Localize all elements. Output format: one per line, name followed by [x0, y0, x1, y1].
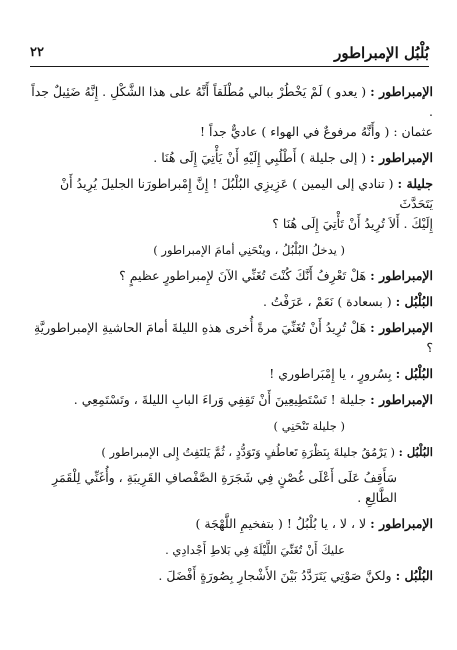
line-text: ( بسعادة ) نَعَمْ ، عَرَفْتُ . [262, 294, 392, 309]
text-line [30, 468, 397, 508]
line-text: ( جليلة تَنْحَنِي ) [273, 419, 345, 433]
text-line [30, 148, 433, 168]
stage-direction [30, 416, 433, 436]
line-text: لا ، لا ، يا بُلْبُلُ ! ( بتفخيمِ اللَّهْجَة ) [195, 516, 367, 531]
line-text: إِلَيْكَ . أَلاَ تُرِيدُ أَنْ تَأْتِيَ إِلَى هُنَا ؟ [272, 216, 433, 231]
line-text: ( يدخلُ البُلْبُلُ ، وينْحَنِي أمامَ الإمبراطور ) [153, 243, 345, 257]
dialogue-paragraph [30, 266, 433, 286]
stage-direction [30, 540, 433, 560]
text-line [30, 416, 345, 436]
text-line [30, 292, 433, 312]
page-number: ٢٢ [30, 45, 44, 60]
text-line [30, 214, 433, 234]
dialogue-paragraph [30, 82, 433, 142]
speaker-name: البُلْبُل : [395, 366, 433, 381]
dialogue-paragraph [30, 318, 433, 358]
dialogue-paragraph [30, 364, 433, 384]
speaker-name: البُلْبُل : [398, 445, 433, 459]
running-title: بُلْبُل الإمبراطور [334, 44, 429, 62]
speaker-name: الإمبراطور : [370, 516, 433, 531]
dialogue-paragraph [30, 468, 433, 508]
line-text: ( إلى جليلة ) أَطْلُبِي إِلَيْهِ أَنْ يَأْتِيَ إِلَى هُنَا . [153, 150, 367, 165]
text-line [30, 266, 433, 286]
speaker-name: البُلْبُل : [395, 294, 433, 309]
text-line [30, 390, 433, 410]
page-header [30, 40, 429, 66]
speaker-name: جليلة : [397, 176, 433, 191]
line-text: عليكَ أَنْ تُغَنِّيَ اللَّيْلَةَ فِي بَلاطِ أَجْدادِي . [165, 543, 345, 557]
line-text: جليلة ! تَسْتَطِيعِينَ أَنْ تَقِفِي وَراءَ البابِ الليلةَ ، وتَسْتَمِعِي . [73, 392, 367, 407]
text-line [30, 318, 433, 358]
line-text: هَلْ تَعْرِفُ أَنَّكَ كُنْتَ تُغَنِّي الآنَ لإِمبراطورٍ عظيمٍ ؟ [119, 268, 367, 283]
dialogue-paragraph [30, 442, 433, 462]
speaker-name: الإمبراطور : [370, 392, 433, 407]
dialogue-paragraph [30, 292, 433, 312]
line-text: بِسُرورٍ ، يا إِمْبَراطوري ! [269, 366, 392, 381]
text-line [30, 514, 433, 534]
line-text: سَأَقِفُ عَلَى أَعْلَى غُصْنٍ فِي شَجَرَةِ الصَّفْصافِ القَرِيبَةِ ، وأُغَنِّي لِلْقَمَرِ الطَّالِعِ . [52, 470, 397, 505]
speaker-name: البُلْبُل : [395, 568, 433, 583]
line-text: ولكنَّ صَوْتِي يَتَرَدَّدُ بَيْنَ الأَشْجارِ بِصُورَةٍ أَفْضَلَ . [158, 568, 392, 583]
speaker-name: الإمبراطور : [370, 268, 433, 283]
text-line [30, 364, 433, 384]
text-line [30, 540, 345, 560]
dialogue-paragraph [30, 566, 433, 586]
text-line [30, 442, 433, 462]
speaker-name: الإمبراطور : [370, 320, 433, 335]
line-text: ( تنادي إلى اليمين ) عَزِيزِي البُلْبُلَ ! إِنَّ إِمْبراطورَنا الجليلَ يُرِيدُ أَنْ يَتَحَدَّثَ [59, 176, 433, 211]
dialogue-paragraph [30, 174, 433, 234]
text-line [30, 82, 433, 122]
text-line [30, 566, 433, 586]
speaker-name: الإمبراطور : [370, 150, 433, 165]
header-rule [30, 66, 429, 67]
text-line [30, 174, 433, 214]
line-text: عثمان : ( وأَنَّهُ مرفوعٌ في الهواء ) عاديٌّ جداً ! [200, 124, 433, 139]
text-line [30, 240, 345, 260]
play-text [30, 82, 433, 592]
line-text: ( يَرْمُقُ جليلةَ بِنَظْرَةِ تَعاطُفٍ وَتَوَدُّدٍ ، ثُمَّ يَلتَفِتُ إِلى الإمبراطور ) [101, 445, 395, 459]
line-text: هَلْ تُرِيدُ أَنْ تُغَنِّيَ مرةً أُخرى هذهِ الليلةَ أمامَ الحاشيةِ الإمبراطوريَّةِ ؟ [33, 320, 433, 355]
dialogue-paragraph [30, 514, 433, 534]
stage-direction [30, 240, 433, 260]
speaker-name: الإمبراطور : [370, 84, 433, 99]
dialogue-paragraph [30, 390, 433, 410]
text-line [30, 122, 433, 142]
line-text: ( يعدو ) لَمْ يَخْطُرْ ببالي مُطْلَقاً أَنَّهُ على هذا الشَّكْلِ . إِنَّهُ ضَئِيلٌ جداً . [31, 84, 433, 119]
dialogue-paragraph [30, 148, 433, 168]
